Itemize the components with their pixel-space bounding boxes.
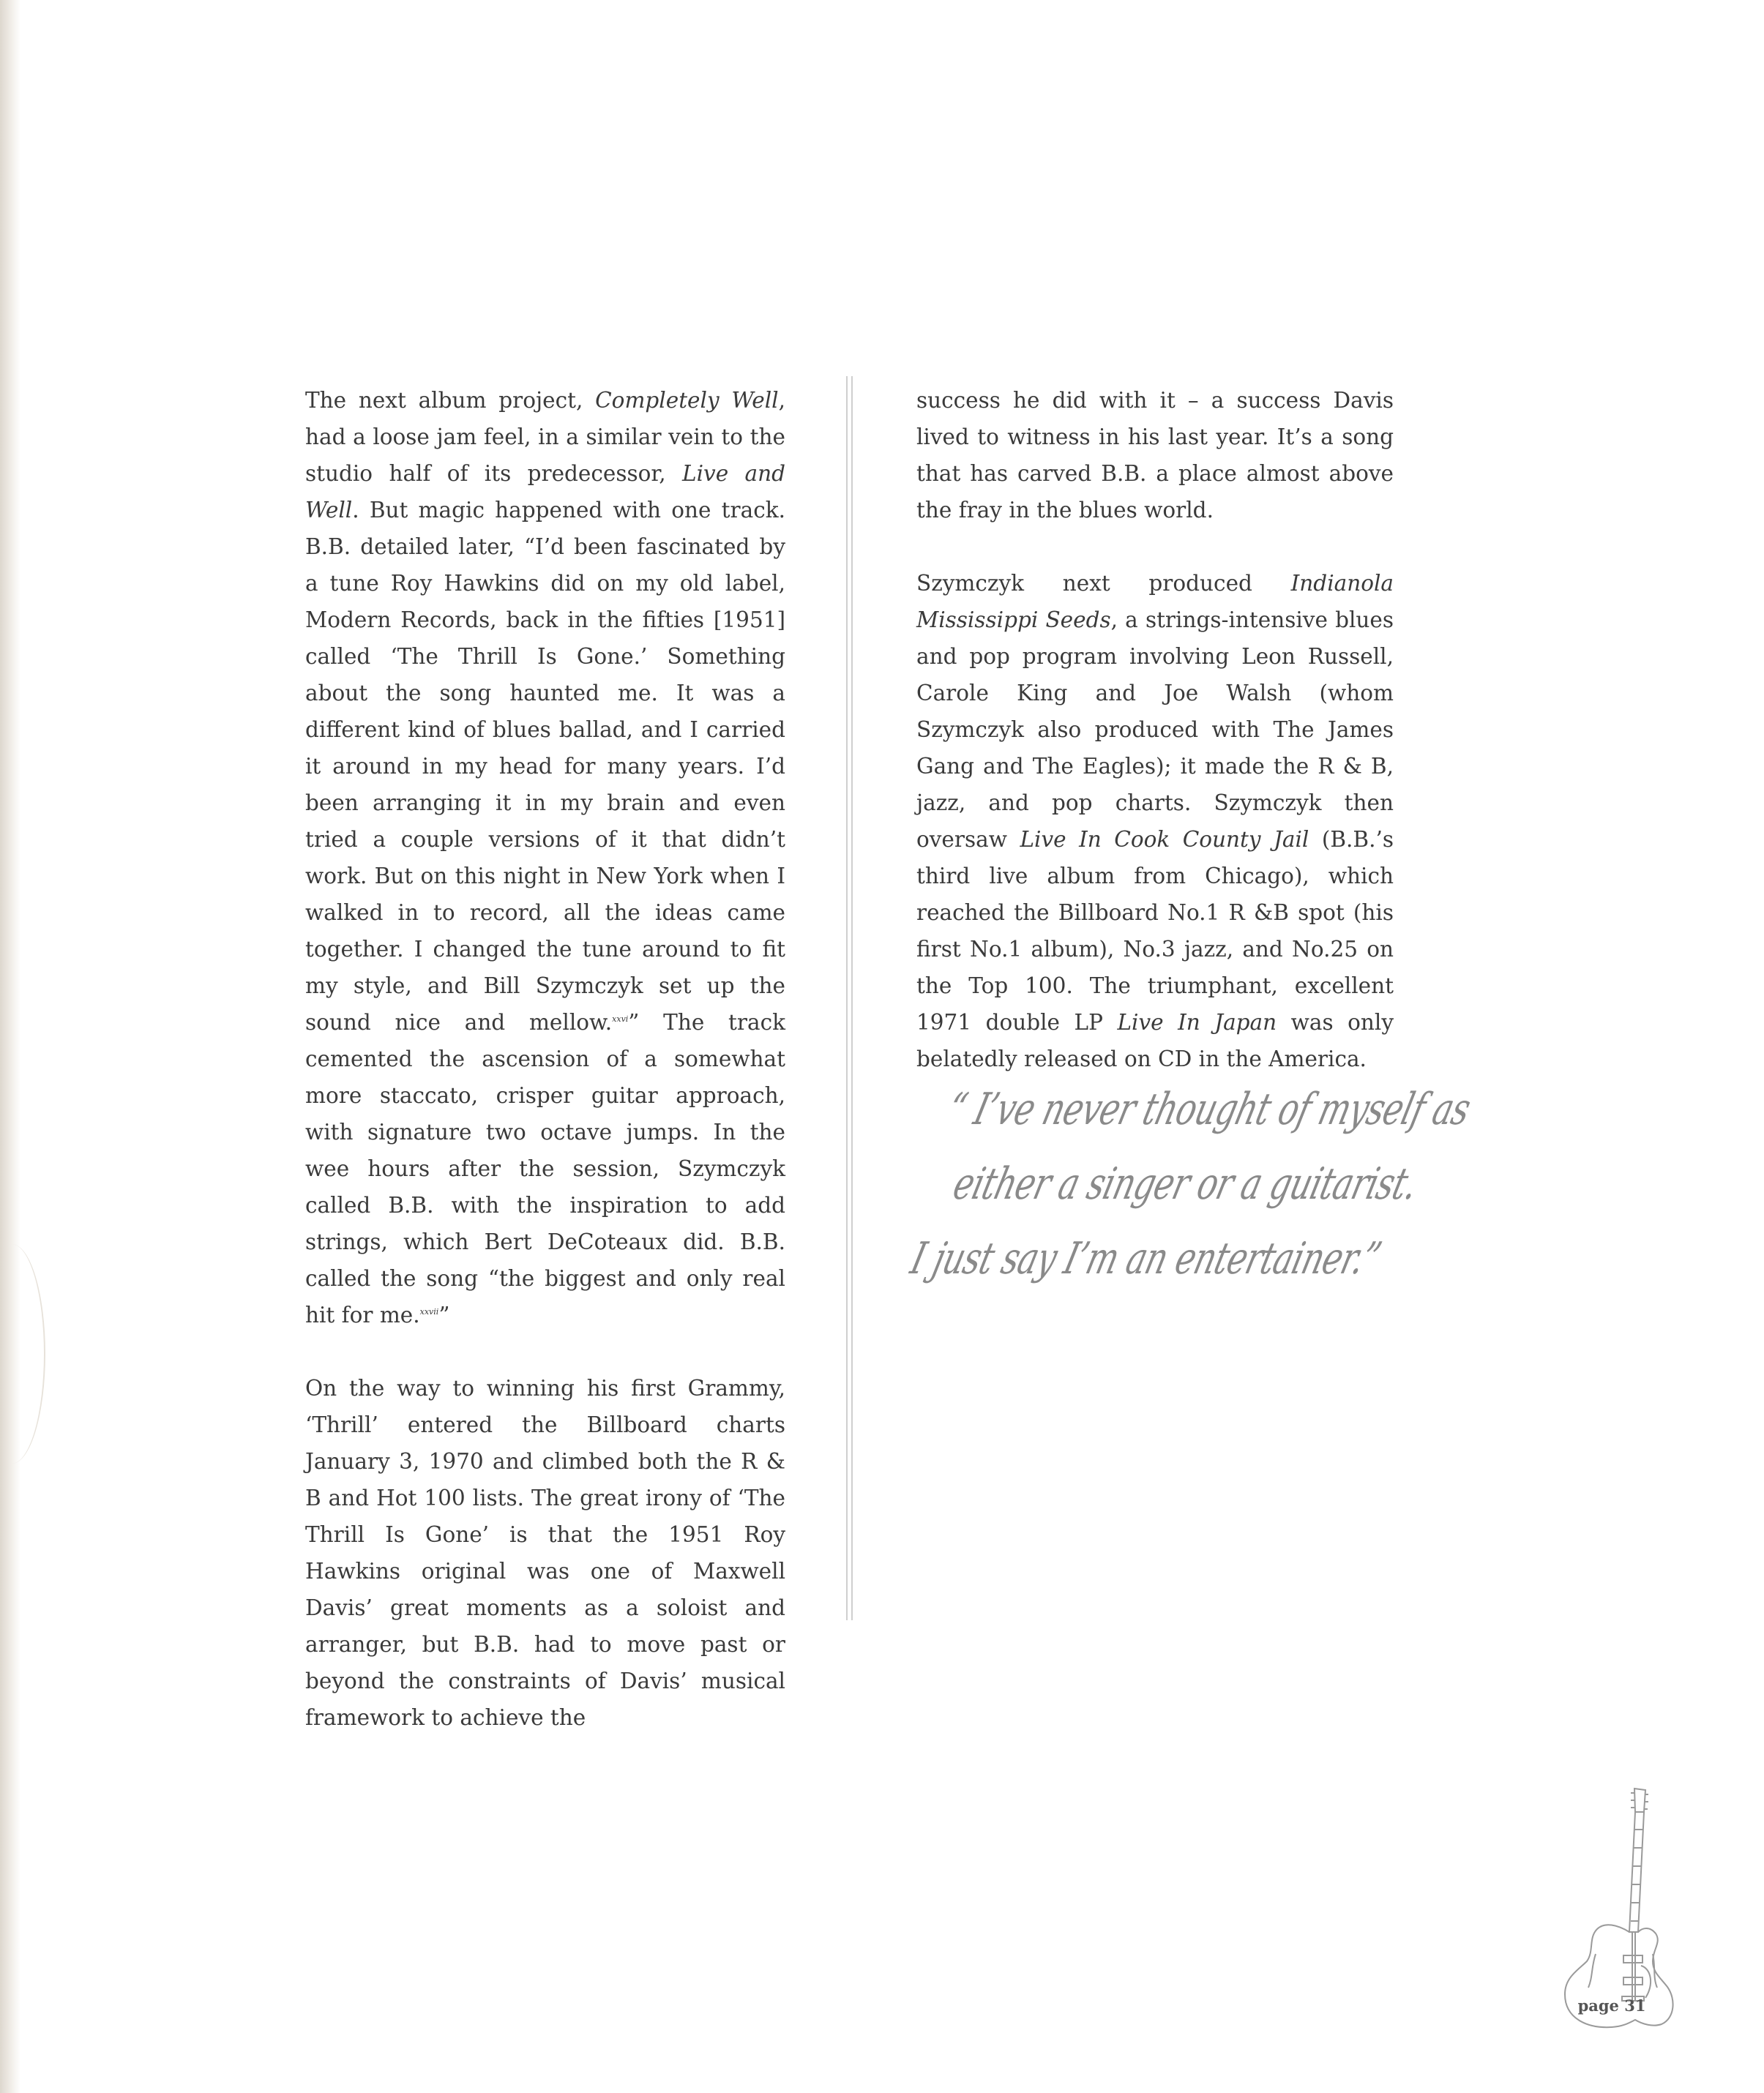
page-number: page 31 bbox=[1577, 1996, 1646, 2015]
pull-quote-line: I just say I’m an entertainer.” bbox=[905, 1233, 1386, 1284]
endnote-marker: xxvi bbox=[612, 1014, 629, 1025]
body-text: The next album project, bbox=[305, 388, 596, 413]
album-title: Live In Cook County Jail bbox=[1020, 827, 1309, 852]
album-title: Completely Well bbox=[595, 388, 779, 413]
body-text: , a strings-intensive blues and pop program involving Leon Russell, Carole King and Joe Walsh (whom Szymczyk also produced with The James Gang and The Eagles); it made the R & B, jazz, and pop charts. Szymczyk then oversaw bbox=[916, 607, 1394, 852]
right-text-column bbox=[916, 382, 1394, 1077]
paragraph bbox=[305, 382, 785, 1333]
page-curl-edge bbox=[0, 1244, 45, 1464]
column-divider bbox=[846, 376, 853, 1620]
pull-quote bbox=[903, 1072, 1476, 1296]
paragraph: success he did with it – a success Davis lived to witness in his last year. It’s a song that has carved B.B. a place almost above the fray in the blues world. bbox=[916, 388, 1394, 523]
paragraph: On the way to winning his first Grammy, ‘Thrill’ entered the Billboard charts January 3, 1970 and climbed both the R & B and Hot 100 lists. The great irony of ‘The Thrill Is Gone’ is that the 1951 Roy Hawkins original was one of Maxwell Davis’ great moments as a soloist and arranger, but B.B. had to move past or beyond the constraints of Davis’ musical framework to achieve the bbox=[305, 1376, 785, 1730]
body-text: ” The track cemented the ascension of a somewhat more staccato, crisper guitar approach, with signature two octave jumps. In the wee hours after the session, Szymczyk called B.B. with the inspiration to add strings, which Bert DeCoteaux did. B.B. called the song “the biggest and only real hit for me. bbox=[305, 1010, 785, 1328]
album-title: Live and Well bbox=[305, 461, 785, 523]
body-text: ” bbox=[438, 1303, 450, 1328]
paragraph bbox=[916, 565, 1394, 1077]
body-text: Szymczyk next produced bbox=[916, 571, 1291, 596]
page-gutter-shadow bbox=[0, 0, 20, 2093]
left-text-column bbox=[305, 382, 785, 1736]
album-title: Live In Japan bbox=[1117, 1010, 1277, 1035]
pull-quote-line: “ I’ve never thought of myself as bbox=[943, 1084, 1476, 1135]
body-text: (B.B.’s third live album from Chicago), which reached the Billboard No.1 R &B spot (his first No.1 album), No.3 jazz, and No.25 on the Top 100. The triumphant, excellent 1971 double LP bbox=[916, 827, 1394, 1035]
body-text: . But magic happened with one track. B.B. detailed later, “I’d been fascinated by a tune Roy Hawkins did on my old label, Modern Records, back in the fifties [1951] called ‘The Thrill Is Gone.’ Something about the song haunted me. It was a different kind of blues ballad, and I carried it around in my head for many years. I’d been arranging it in my brain and even tried a couple versions of it that didn’t work. But on this night in New York when I walked in to record, all the ideas came together. I changed the tune around to fit my style, and Bill Szymczyk set up the sound nice and mellow. bbox=[305, 498, 785, 1035]
endnote-marker: xxvii bbox=[419, 1307, 439, 1317]
album-title: Indianola Mississippi Seeds bbox=[916, 571, 1394, 632]
pull-quote-line: either a singer or a guitarist. bbox=[948, 1158, 1423, 1210]
body-text: , had a loose jam feel, in a similar vein to the studio half of its predecessor, bbox=[305, 388, 785, 486]
body-text: was only belatedly released on CD in the America. bbox=[916, 1010, 1394, 1071]
